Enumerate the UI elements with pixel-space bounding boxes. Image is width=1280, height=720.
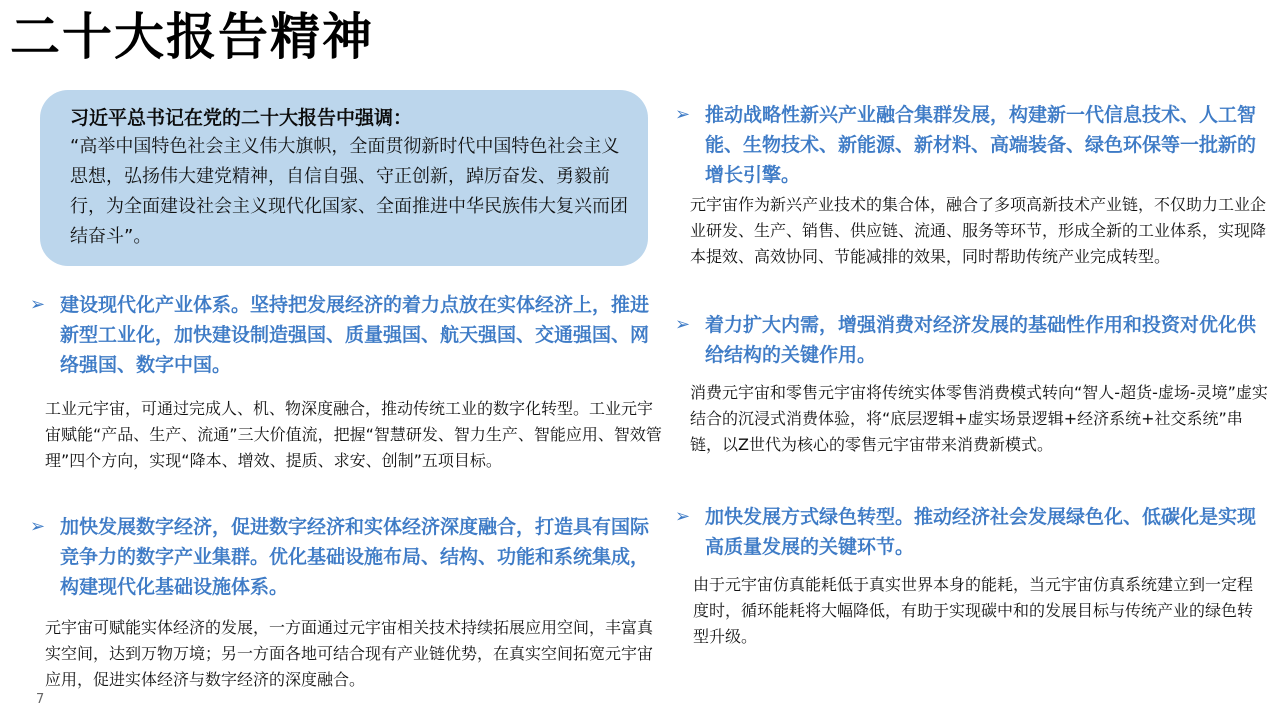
quote-box — [40, 90, 648, 266]
page-title: 二十大报告精神 — [10, 8, 374, 66]
section-3-body: 元宇宙作为新兴产业技术的集合体，融合了多项高新技术产业链，不仅助力工业企业研发、生产、销售、供应链、流通、服务等环节，形成全新的工业体系，实现降本提效、高效协同、节能减排的效果，同时帮助传统产业完成转型。 — [690, 195, 1267, 266]
quote-text: “高举中国特色社会主义伟大旗帜，全面贯彻新时代中国特色社会主义思想，弘扬伟大建党精神，自信自强、守正创新，踔厉奋发、勇毅前行，为全面建设社会主义现代化国家、全面推进中华民族伟大复兴而团结奋斗”。 — [70, 136, 628, 247]
section-2-heading-text: 加快发展数字经济，促进数字经济和实体经济深度融合，打造具有国际竞争力的数字产业集群。优化基础设施布局、结构、功能和系统集成，构建现代化基础设施体系。 — [60, 516, 650, 598]
section-5-heading-text: 加快发展方式绿色转型。推动经济社会发展绿色化、低碳化是实现高质量发展的关键环节。 — [705, 506, 1257, 558]
section-4-body: 消费元宇宙和零售元宇宙将传统实体零售消费模式转向“智人-超货-虚场-灵境”虚实结合的沉浸式消费体验，将“底层逻辑+虚实场景逻辑+经济系统+社交系统”串链，以Z世代为核心的零售元宇宙带来消费新模式。 — [690, 383, 1268, 454]
section-1-heading-text: 建设现代化产业体系。坚持把发展经济的着力点放在实体经济上，推进新型工业化，加快建设制造强国、质量强国、航天强国、交通强国、网络强国、数字中国。 — [60, 294, 650, 376]
section-1-heading — [30, 290, 660, 380]
section-4-heading-text: 着力扩大内需，增强消费对经济发展的基础性作用和投资对优化供给结构的关键作用。 — [705, 314, 1257, 366]
section-1-body: 工业元宇宙，可通过完成人、机、物深度融合，推动传统工业的数字化转型。工业元宇宙赋能“产品、生产、流通”三大价值流，把握“智慧研发、智力生产、智能应用、智效管理”四个方向，实现“降本、增效、提质、求安、创制”五项目标。 — [45, 399, 662, 470]
section-5-body: 由于元宇宙仿真能耗低于真实世界本身的能耗，当元宇宙仿真系统建立到一定程度时，循环能耗将大幅降低，有助于实现碳中和的发展目标与传统产业的绿色转型升级。 — [693, 575, 1254, 646]
section-2-body: 元宇宙可赋能实体经济的发展，一方面通过元宇宙相关技术持续拓展应用空间，丰富真实空间，达到万物万境；另一方面各地可结合现有产业链优势，在真实空间拓宽元宇宙应用，促进实体经济与数字经济的深度融合。 — [45, 618, 654, 689]
section-2-heading — [30, 512, 660, 602]
quote-heading: 习近平总书记在党的二十大报告中强调： — [70, 107, 413, 129]
section-4-heading — [675, 310, 1267, 370]
bullet-arrow-icon: ➢ — [675, 506, 691, 527]
bullet-arrow-icon: ➢ — [675, 104, 691, 125]
page-number: 7 — [36, 692, 45, 707]
section-5-heading — [675, 502, 1267, 562]
section-3-heading-text: 推动战略性新兴产业融合集群发展，构建新一代信息技术、人工智能、生物技术、新能源、新材料、高端装备、绿色环保等一批新的增长引擎。 — [705, 104, 1257, 186]
bullet-arrow-icon: ➢ — [30, 294, 46, 315]
section-3-heading — [675, 100, 1267, 190]
bullet-arrow-icon: ➢ — [30, 516, 46, 537]
bullet-arrow-icon: ➢ — [675, 314, 691, 335]
